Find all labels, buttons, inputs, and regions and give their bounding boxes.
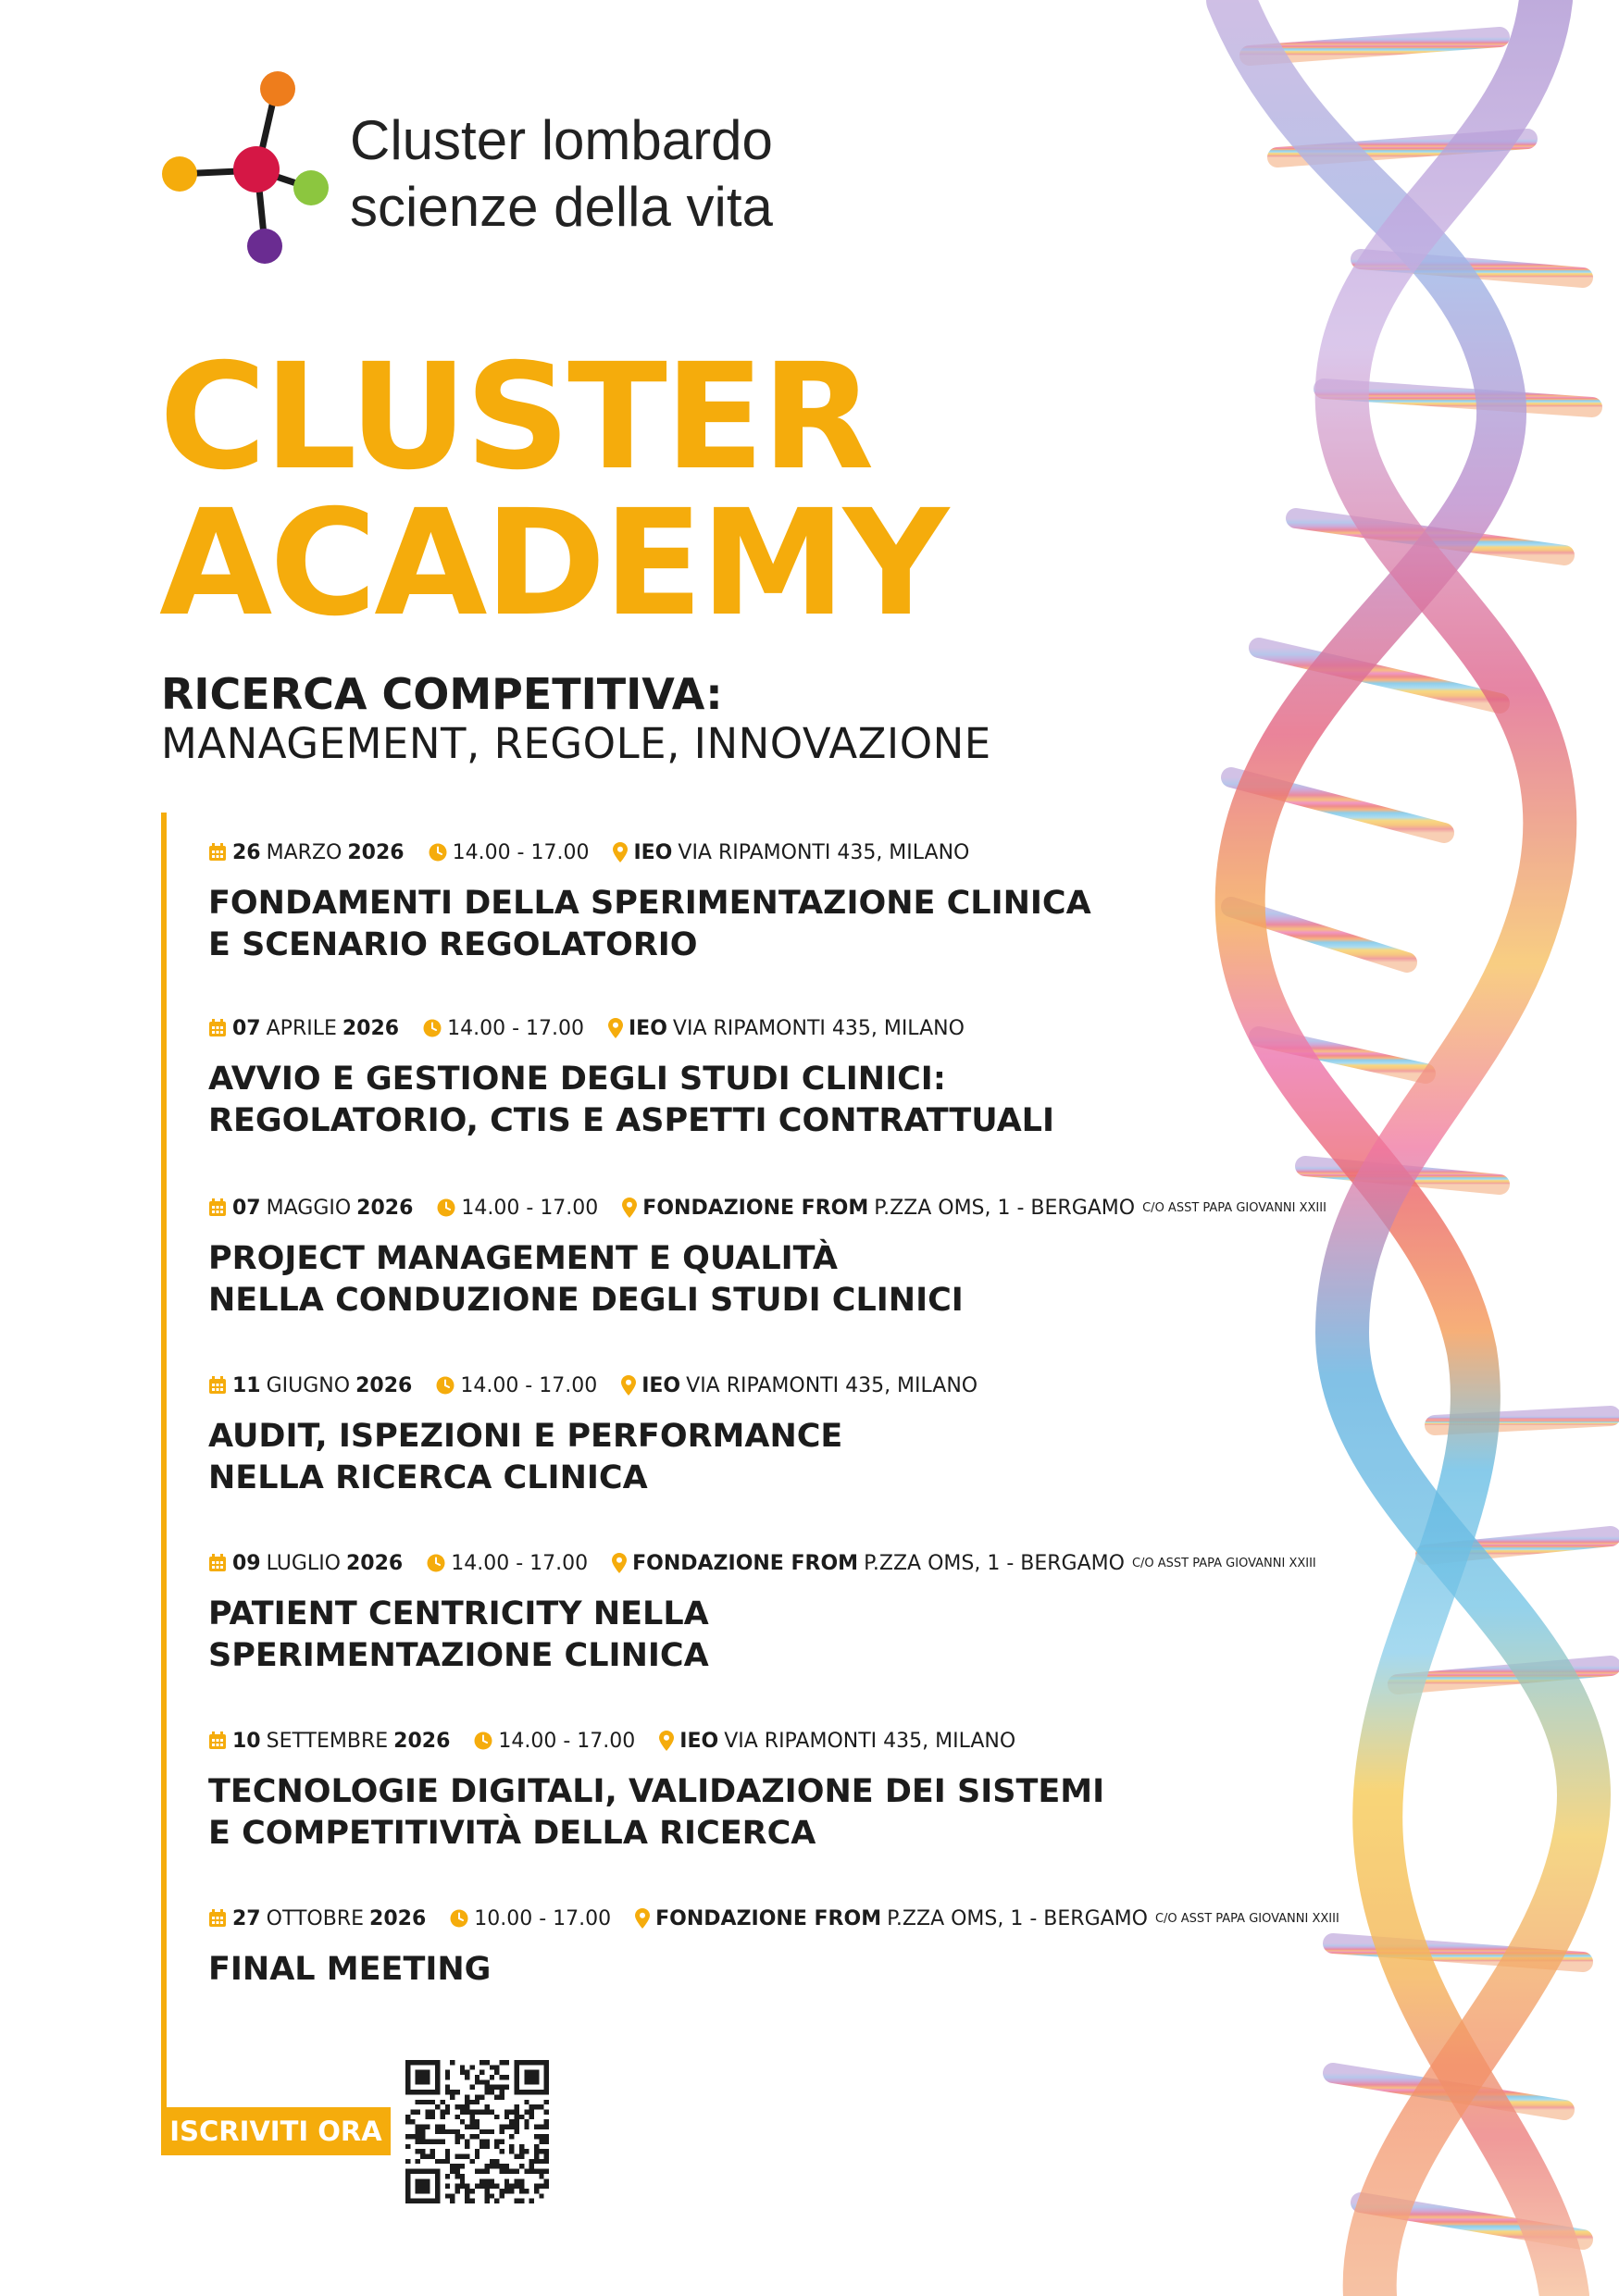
event-location: IEO VIA RIPAMONTI 435, MILANO	[659, 1730, 1023, 1753]
title-line-2: ACADEMY	[159, 478, 947, 649]
event-time: 14.00 - 17.00	[474, 1730, 635, 1753]
event-date: 11 GIUGNO 2026	[208, 1374, 412, 1397]
event-time: 14.00 - 17.00	[427, 1552, 588, 1575]
event-title: AUDIT, ISPEZIONI E PERFORMANCE NELLA RICERCA CLINICA	[208, 1418, 843, 1496]
event-date: 26 MARZO 2026	[208, 841, 405, 864]
subtitle-line-1: RICERCA COMPETITIVA:	[161, 669, 723, 719]
event-title: PATIENT CENTRICITY NELLA SPERIMENTAZIONE CLINICA	[208, 1595, 709, 1674]
event-location: FONDAZIONE FROM P.ZZA OMS, 1 - BERGAMO C/O ASST PAPA GIOVANNI XXIII	[622, 1197, 1326, 1220]
molecule-logo-icon	[157, 65, 342, 278]
event-time: 14.00 - 17.00	[423, 1017, 584, 1040]
event-item	[208, 1194, 1326, 1322]
event-location: IEO VIA RIPAMONTI 435, MILANO	[613, 841, 977, 864]
calendar-icon	[208, 1376, 227, 1395]
qr-code-icon[interactable]	[405, 2060, 549, 2203]
map-pin-icon	[621, 1375, 636, 1396]
calendar-icon	[208, 1554, 227, 1572]
event-item	[208, 1549, 1319, 1677]
logo-line-2: scienze della vita	[350, 176, 773, 238]
event-meta	[208, 1905, 1339, 1932]
event-time: 14.00 - 17.00	[437, 1197, 598, 1220]
event-title: TECNOLOGIE DIGITALI, VALIDAZIONE DEI SISTEMI E COMPETITIVITÀ DELLA RICERCA	[208, 1773, 1105, 1852]
event-time: 14.00 - 17.00	[436, 1374, 597, 1397]
event-location: FONDAZIONE FROM P.ZZA OMS, 1 - BERGAMO C/O ASST PAPA GIOVANNI XXIII	[612, 1552, 1316, 1575]
clock-icon	[423, 1019, 442, 1037]
event-time: 10.00 - 17.00	[450, 1907, 611, 1930]
timeline-bar	[161, 813, 167, 2127]
calendar-icon	[208, 1731, 227, 1750]
event-item	[208, 1014, 1319, 1142]
event-meta	[208, 1727, 1319, 1755]
page-subtitle	[161, 670, 991, 770]
clock-icon	[437, 1198, 455, 1217]
clock-icon	[474, 1731, 492, 1750]
event-meta	[208, 838, 1319, 866]
logo-wordmark	[350, 107, 773, 241]
event-title: FONDAMENTI DELLA SPERIMENTAZIONE CLINICA E SCENARIO REGOLATORIO	[208, 885, 1091, 963]
calendar-icon	[208, 1909, 227, 1928]
event-item	[208, 1371, 1319, 1499]
calendar-icon	[208, 1019, 227, 1037]
clock-icon	[427, 1554, 445, 1572]
calendar-icon	[208, 1198, 227, 1217]
event-title: AVVIO E GESTIONE DEGLI STUDI CLINICI: REGOLATORIO, CTIS E ASPETTI CONTRATTUALI	[208, 1061, 1054, 1139]
calendar-icon	[208, 843, 227, 862]
event-meta	[208, 1194, 1326, 1222]
event-item	[208, 1905, 1339, 1991]
page-title	[159, 332, 947, 649]
map-pin-icon	[608, 1018, 623, 1038]
event-location: IEO VIA RIPAMONTI 435, MILANO	[608, 1017, 972, 1040]
event-meta	[208, 1549, 1319, 1577]
event-time: 14.00 - 17.00	[429, 841, 590, 864]
event-meta	[208, 1014, 1319, 1042]
clock-icon	[429, 843, 447, 862]
subtitle-line-2: MANAGEMENT, REGOLE, INNOVAZIONE	[161, 719, 991, 768]
map-pin-icon	[622, 1198, 637, 1218]
event-location: FONDAZIONE FROM P.ZZA OMS, 1 - BERGAMO C/O ASST PAPA GIOVANNI XXIII	[635, 1907, 1339, 1930]
event-date: 09 LUGLIO 2026	[208, 1552, 403, 1575]
event-meta	[208, 1371, 1319, 1399]
map-pin-icon	[613, 842, 628, 863]
event-item	[208, 1727, 1319, 1855]
event-location: IEO VIA RIPAMONTI 435, MILANO	[621, 1374, 985, 1397]
event-item	[208, 838, 1319, 966]
event-date: 07 APRILE 2026	[208, 1017, 399, 1040]
cluster-logo	[157, 65, 824, 278]
event-title: FINAL MEETING	[208, 1951, 492, 1988]
map-pin-icon	[612, 1553, 627, 1573]
event-date: 27 OTTOBRE 2026	[208, 1907, 426, 1930]
map-pin-icon	[659, 1731, 674, 1751]
logo-line-1: Cluster lombardo	[350, 109, 773, 171]
register-now-button[interactable]: ISCRIVITI ORA	[161, 2107, 391, 2155]
clock-icon	[436, 1376, 455, 1395]
event-date: 10 SETTEMBRE 2026	[208, 1730, 450, 1753]
title-line-1: CLUSTER	[159, 332, 872, 503]
event-title: PROJECT MANAGEMENT E QUALITÀ NELLA CONDUZIONE DEGLI STUDI CLINICI	[208, 1240, 964, 1319]
event-date: 07 MAGGIO 2026	[208, 1197, 413, 1220]
map-pin-icon	[635, 1908, 650, 1929]
clock-icon	[450, 1909, 468, 1928]
